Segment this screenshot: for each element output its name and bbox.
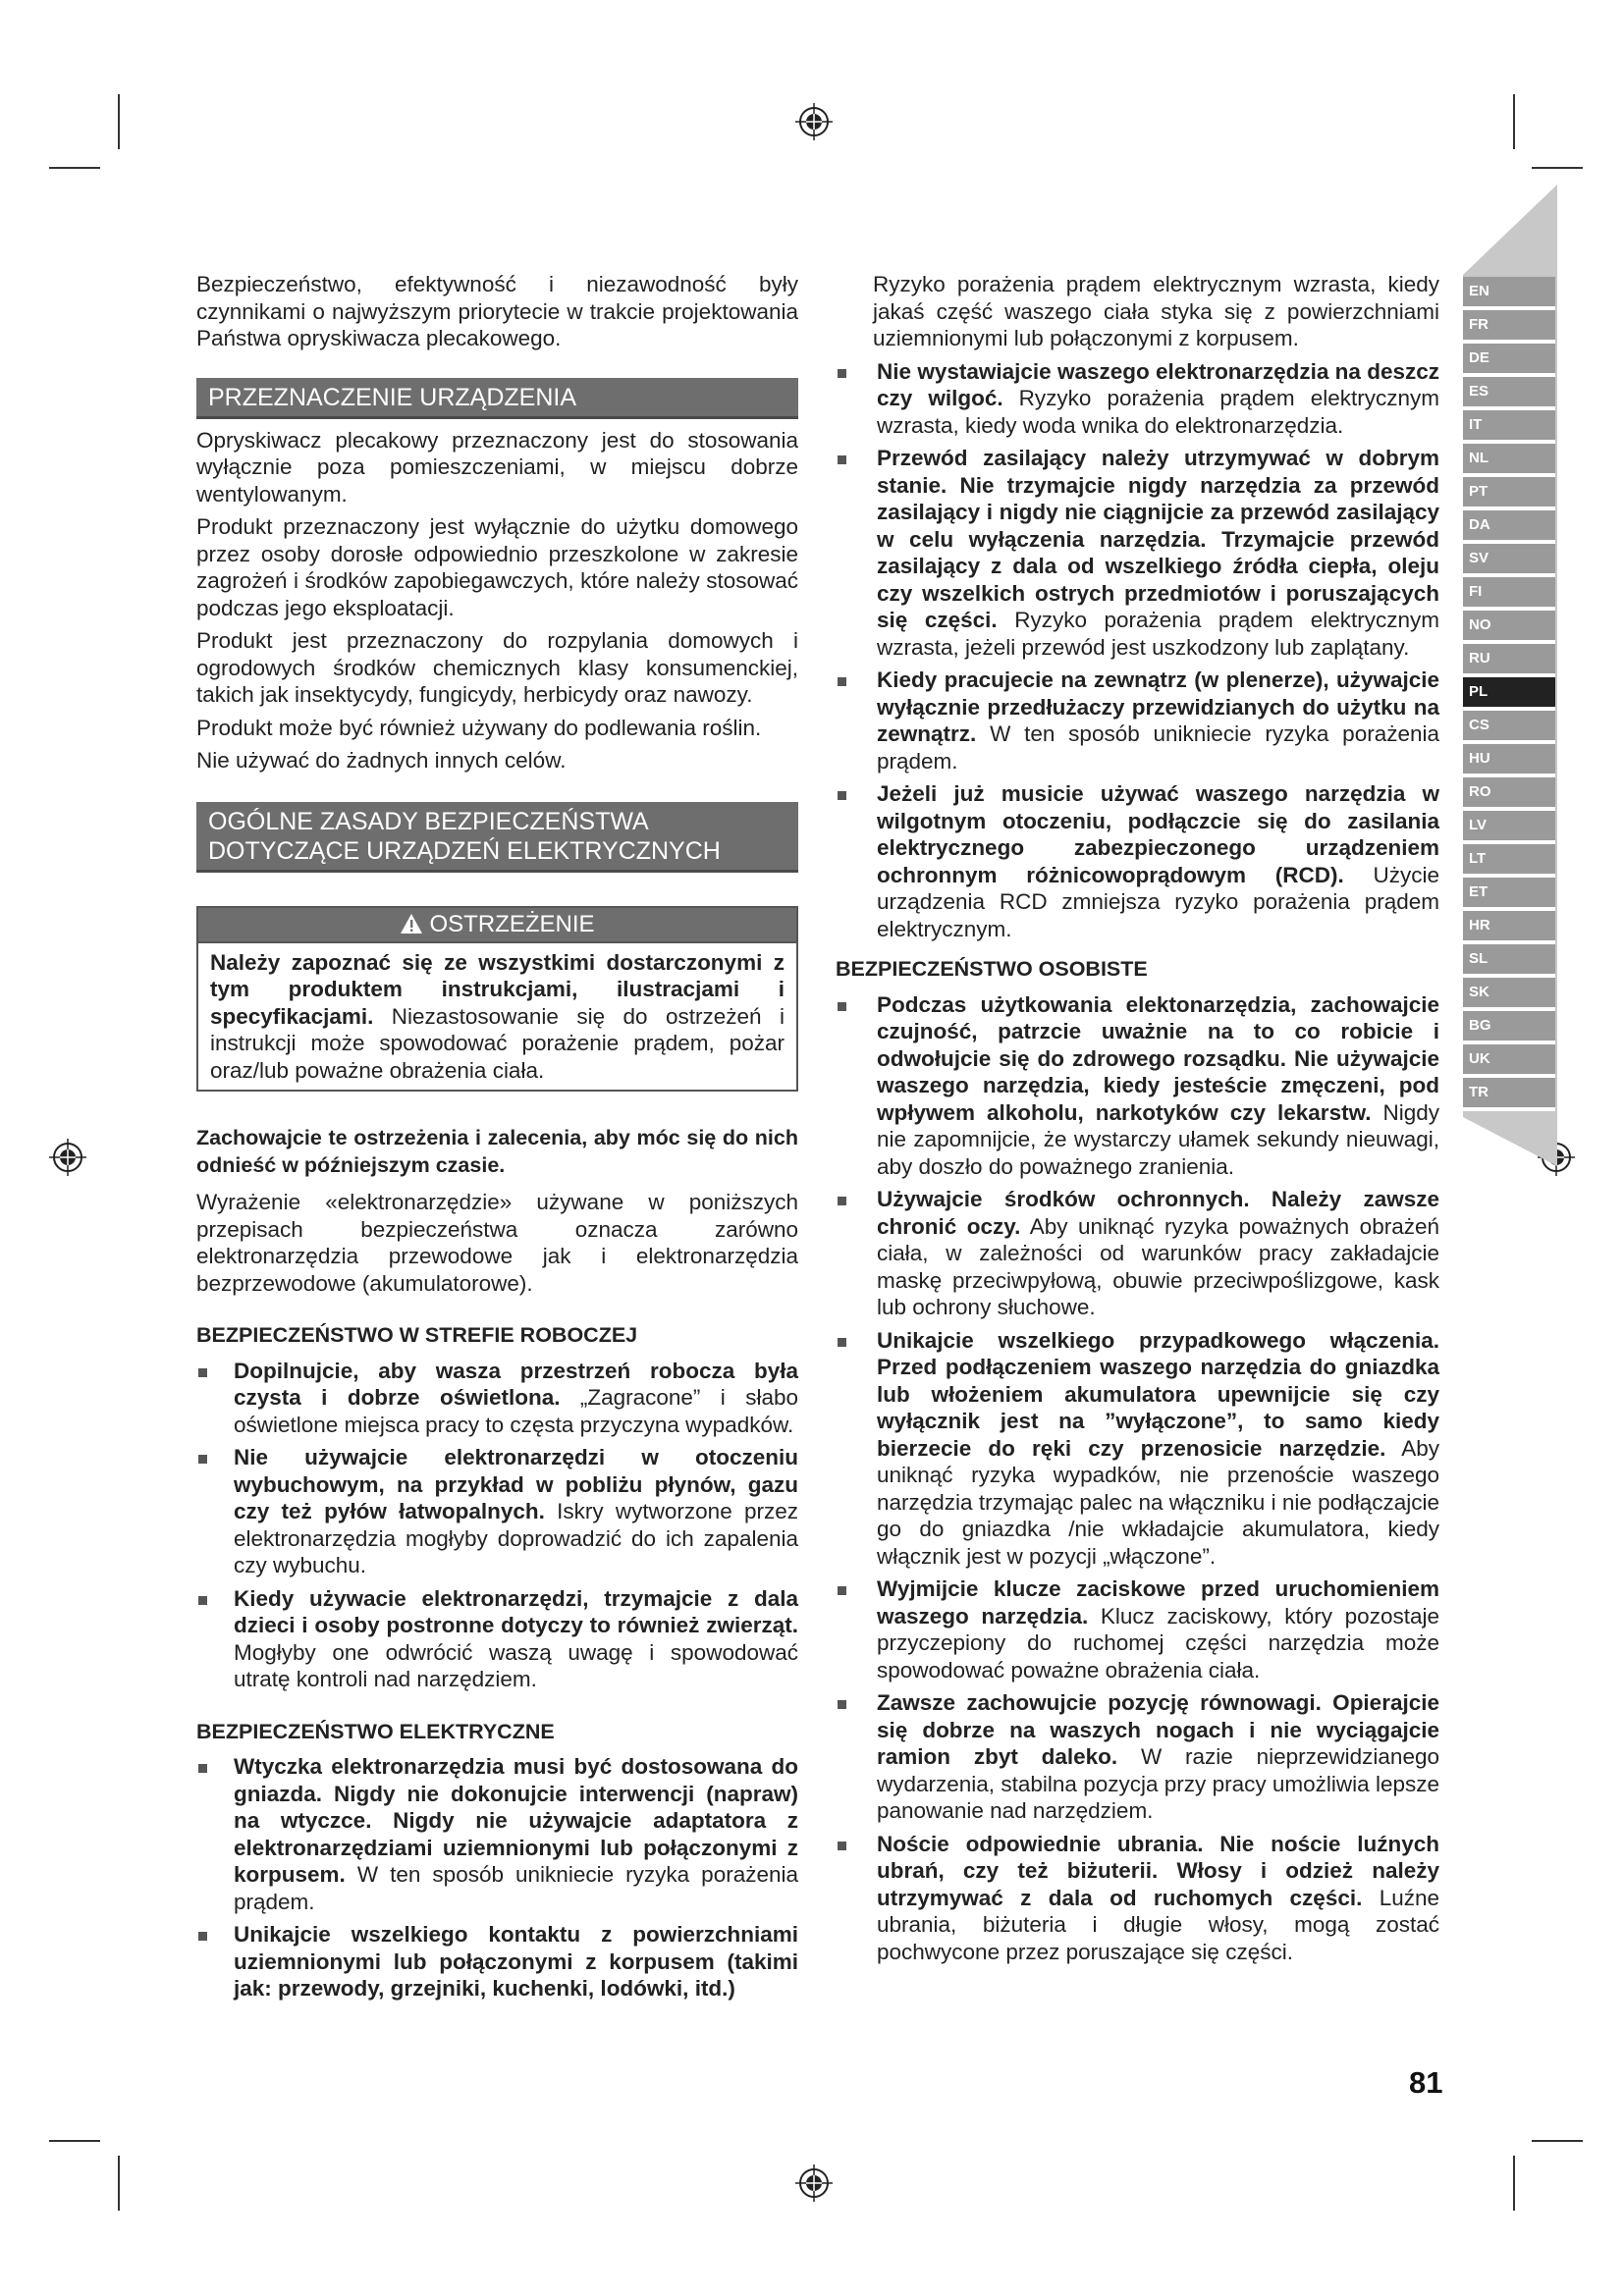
- registration-mark-icon: [795, 2164, 833, 2202]
- term-definition-paragraph: Wyrażenie «elektronarzędzie» używane w poniższych przepisach bezpieczeństwa oznacza zarówno elektronarzędzia przewodowe jak i elektronarzędzia bezprzewodowe (akumulatorowe).: [196, 1190, 798, 1296]
- electrical-list: [196, 1753, 798, 2002]
- language-tab-ru: RU: [1463, 644, 1555, 677]
- crop-mark: [1513, 2156, 1515, 2211]
- list-item: [836, 1575, 1439, 1683]
- list-item-bold: Noście odpowiednie ubrania. Nie noście luźnych ubrań, czy też biżuterii. Włosy i odzież należy utrzymywać z dala od ruchomych części.: [877, 1831, 1439, 1910]
- crop-mark: [49, 2140, 100, 2142]
- list-item-bold: Podczas użytkowania elektonarzędzia, zachowajcie czujność, patrzcie uważnie na to co robicie i odwołujcie się do zdrowego rozsądku. Nie używajcie waszego narzędzia, kiedy jesteście zmęczeni, pod wpływem alkoholu, narkotyków czy lekarstw.: [877, 991, 1439, 1125]
- section-title-line: DOTYCZĄCE URZĄDZEŃ ELEKTRYCZNYCH: [208, 836, 721, 865]
- list-item-text: Ryzyko porażenia prądem elektrycznym wzrasta, jeżeli przewód jest uszkodzony lub zaplątany.: [877, 608, 1439, 660]
- list-item-bold: Zawsze zachowujcie pozycję równowagi. Opierajcie się dobrze na waszych nogach i nie wyciągajcie ramion zbyt daleko.: [877, 1690, 1439, 1769]
- language-tab-de: DE: [1463, 344, 1555, 377]
- warning-title: OSTRZEŻENIE: [429, 910, 595, 937]
- language-tab-ro: RO: [1463, 777, 1555, 811]
- section-title-line: OGÓLNE ZASADY BEZPIECZEŃSTWA: [208, 807, 649, 835]
- list-item-bold: Unikajcie wszelkiego przypadkowego włączenia. Przed podłączeniem waszego narzędzia do gniazdka lub włożeniem akumulatora upewnijcie się czy wyłącznik jest na ”wyłączone”, to samo kiedy bierzecie do ręki czy przenosicie narzędzie.: [877, 1327, 1439, 1461]
- language-tab-cs: CS: [1463, 711, 1555, 744]
- warning-bold-text: Należy zapoznać się ze wszystkimi dostarczonymi z tym produktem instrukcjami, ilustracjami i specyfikacjami.: [210, 949, 785, 1029]
- language-tab-sl: SL: [1463, 944, 1555, 978]
- crop-mark: [1532, 167, 1583, 169]
- list-item-bold: Dopilnujcie, aby wasza przestrzeń robocza była czysta i dobrze oświetlona.: [234, 1358, 798, 1410]
- left-column: [196, 271, 798, 2008]
- language-tab-pl: PL: [1463, 677, 1555, 711]
- warning-triangle-icon: [400, 913, 423, 934]
- language-tab-et: ET: [1463, 878, 1555, 911]
- language-tabs: [1463, 277, 1555, 1111]
- list-item-text: W ten sposób unikniecie ryzyka porażenia prądem.: [234, 1862, 798, 1914]
- page-number: 81: [1409, 2065, 1443, 2100]
- crop-mark: [118, 94, 120, 149]
- crop-mark: [49, 167, 100, 169]
- list-item-text: Ryzyko porażenia prądem elektrycznym wzrasta, kiedy woda wnika do elektronarzędzia.: [877, 386, 1439, 438]
- language-tab-sk: SK: [1463, 978, 1555, 1011]
- keep-instructions-note: Zachowajcie te ostrzeżenia i zalecenia, aby móc się do nich odnieść w późniejszym czasie.: [196, 1126, 798, 1177]
- crop-mark: [1513, 94, 1515, 149]
- list-item: [196, 1753, 798, 1915]
- right-column: [836, 271, 1440, 1971]
- paragraph: Nie używać do żadnych innych celów.: [196, 748, 567, 773]
- intro-paragraph: Bezpieczeństwo, efektywność i niezawodność były czynnikami o najwyższym priorytecie w trakcie projektowania Państwa opryskiwacza plecakowego.: [196, 272, 798, 350]
- list-item-bold: Wyjmijcie klucze zaciskowe przed uruchomieniem waszego narzędzia.: [877, 1576, 1439, 1629]
- list-item: [196, 1921, 798, 2002]
- language-tab-es: ES: [1463, 377, 1555, 410]
- list-item-text: W razie nieprzewidzianego wydarzenia, stabilna pozycja przy pracy umożliwia lepsze panowanie nad narzędziem.: [877, 1744, 1439, 1823]
- continued-paragraph: Ryzyko porażenia prądem elektrycznym wzrasta, kiedy jakaś część waszego ciała styka się z powierzchniami uziemnionymi lub połączonymi z korpusem.: [873, 272, 1439, 350]
- language-tab-sv: SV: [1463, 544, 1555, 577]
- list-item-bold: Używajcie środków ochronnych. Należy zawsze chronić oczy.: [877, 1187, 1439, 1239]
- warning-box: [196, 906, 798, 1093]
- list-item: [836, 991, 1439, 1181]
- language-tab-hr: HR: [1463, 911, 1555, 944]
- list-item-text: Klucz zaciskowy, który pozostaje przyczepiony do ruchomej części narzędzia może spowodować poważne obrażenia ciała.: [877, 1603, 1439, 1682]
- language-tab-da: DA: [1463, 510, 1555, 544]
- language-tab-nl: NL: [1463, 444, 1555, 477]
- list-item: [196, 1358, 798, 1439]
- list-item: [836, 1327, 1439, 1571]
- subsection-title-personal: BEZPIECZEŃSTWO OSOBISTE: [836, 957, 1148, 981]
- language-tab-no: NO: [1463, 611, 1555, 644]
- list-item: [836, 1831, 1439, 1966]
- list-item: [836, 780, 1439, 942]
- warning-header: [198, 908, 796, 943]
- list-item-text: „Zagracone” i słabo oświetlone miejsca pracy to częsta przyczyna wypadków.: [234, 1385, 798, 1437]
- list-item: [836, 1689, 1439, 1825]
- list-item-text: Aby uniknąć ryzyka poważnych obrażeń ciała, w zależności od warunków pracy zakładajcie maskę przeciwpyłową, obuwie przeciwpoślizgowe, kask lub ochrony słuchowe.: [877, 1213, 1439, 1319]
- list-item: [836, 445, 1439, 661]
- list-item-text: Mogłyby one odwrócić waszą uwagę i spowodować utratę kontroli nad narzędziem.: [234, 1639, 798, 1691]
- electrical-list-continued: [836, 358, 1439, 943]
- list-item: [836, 1186, 1439, 1321]
- paragraph: Produkt jest przeznaczony do rozpylania domowych i ogrodowych środków chemicznych klasy konsumenckiej, takich jak insektycydy, fungicydy, herbicydy oraz nawozy.: [196, 628, 798, 707]
- list-item-text: Iskry wytworzone przez elektronarzędzia mogłyby doprowadzić do ich zapalenia czy wybuchu.: [234, 1499, 798, 1577]
- list-item-text: Użycie urządzenia RCD zmniejsza ryzyko porażenia prądem elektrycznym.: [877, 862, 1440, 941]
- section-title-intended-use: PRZEZNACZENIE URZĄDZENIA: [196, 378, 798, 419]
- personal-safety-list: [836, 991, 1439, 1966]
- warning-body: [198, 943, 796, 1091]
- subsection-title-work-area: BEZPIECZEŃSTWO W STREFIE ROBOCZEJ: [196, 1323, 638, 1347]
- language-tab-fr: FR: [1463, 310, 1555, 344]
- language-tab-lt: LT: [1463, 844, 1555, 878]
- language-tab-tr: TR: [1463, 1078, 1555, 1111]
- list-item-text: W ten sposób unikniecie ryzyka porażenia prądem.: [877, 721, 1439, 774]
- list-item-bold: Jeżeli już musicie używać waszego narzędzia w wilgotnym otoczeniu, podłączcie się do zasilania elektrycznego zabezpieczonego urządzeniem ochronnym różnicowoprądowym (RCD).: [877, 781, 1439, 887]
- list-item-text: Nigdy nie zapomnijcie, że wystarczy ułamek sekundy nieuwagi, aby doszło do poważnego zranienia.: [877, 1099, 1440, 1179]
- language-tab-fi: FI: [1463, 577, 1555, 611]
- language-tab-lv: LV: [1463, 811, 1555, 844]
- work-area-list: [196, 1358, 798, 1693]
- paragraph: Produkt przeznaczony jest wyłącznie do użytku domowego przez osoby dorosłe odpowiednio przeszkolone w zakresie zagrożeń i środków zapobiegawczych, które należy stosować podczas jego eksploatacji.: [196, 514, 798, 620]
- crop-mark: [118, 2156, 120, 2211]
- language-tab-uk: UK: [1463, 1044, 1555, 1078]
- registration-mark-icon: [49, 1139, 86, 1176]
- paragraph: Produkt może być również używany do podlewania roślin.: [196, 715, 762, 740]
- paragraph: Opryskiwacz plecakowy przeznaczony jest do stosowania wyłącznie poza pomieszczeniami, w miejscu dobrze wentylowanym.: [196, 427, 798, 507]
- crop-mark: [1532, 2140, 1583, 2142]
- list-item-bold: Przewód zasilający należy utrzymywać w dobrym stanie. Nie trzymajcie nigdy narzędzia za przewód zasilający i nigdy nie ciągnijcie za przewód zasilający w celu wyłączenia narzędzia. Trzymajcie przewód zasilający z dala od wszelkiego źródła ciepła, oleju czy wszelkich ostrych przedmiotów i poruszających się części.: [877, 446, 1439, 632]
- list-item-bold: Kiedy pracujecie na zewnątrz (w plenerze), używajcie wyłącznie przedłużaczy przewidzianych do użytku na zewnątrz.: [877, 667, 1439, 746]
- list-item-bold: Nie używajcie elektronarzędzi w otoczeniu wybuchowym, na przykład w pobliżu płynów, gazu czy też pyłów łatwopalnych.: [234, 1445, 798, 1523]
- list-item-text: Aby uniknąć ryzyka wypadków, nie przenoście waszego narzędzia trzymając palec na włączniku i nie podłączajcie go do gniazdka /nie wkładajcie akumulatora, kiedy włącznik jest w pozycji „włączone”.: [877, 1435, 1440, 1569]
- list-item: [836, 358, 1439, 440]
- list-item-bold: Unikajcie wszelkiego kontaktu z powierzchniami uziemnionymi lub połączonymi z korpusem (takimi jak: przewody, grzejniki, kuchenki, lodówki, itd.): [234, 1922, 798, 2001]
- list-item: [196, 1444, 798, 1579]
- language-tab-pt: PT: [1463, 477, 1555, 510]
- subsection-title-electrical: BEZPIECZEŃSTWO ELEKTRYCZNE: [196, 1719, 555, 1743]
- list-item-bold: Kiedy używacie elektronarzędzi, trzymajcie z dala dzieci i osoby postronne dotyczy to również zwierząt.: [234, 1585, 798, 1637]
- list-item: [196, 1585, 798, 1693]
- list-item: [836, 667, 1439, 774]
- list-item-bold: Wtyczka elektronarzędzia musi być dostosowana do gniazda. Nigdy nie dokonujcie interwencji (napraw) na wtyczce. Nigdy nie używajcie adaptatora z elektronarzędziami uziemnionymi lub połączonymi z korpusem.: [234, 1754, 798, 1887]
- list-item-bold: Nie wystawiajcie waszego elektronarzędzia na deszcz czy wilgoć.: [877, 358, 1439, 410]
- warning-text: Niezastosowanie się do ostrzeżeń i instrukcji może spowodować porażenie prądem, pożar oraz/lub poważne obrażenia ciała.: [210, 1003, 785, 1083]
- language-tab-bg: BG: [1463, 1011, 1555, 1044]
- section-title-general-safety: [196, 802, 798, 873]
- language-tab-hu: HU: [1463, 744, 1555, 777]
- language-tab-it: IT: [1463, 410, 1555, 444]
- list-item-text: Luźne ubrania, biżuteria i długie włosy, mogą zostać pochwycone przez poruszające się części.: [877, 1885, 1440, 1964]
- language-tab-en: EN: [1463, 277, 1555, 310]
- registration-mark-icon: [795, 103, 833, 140]
